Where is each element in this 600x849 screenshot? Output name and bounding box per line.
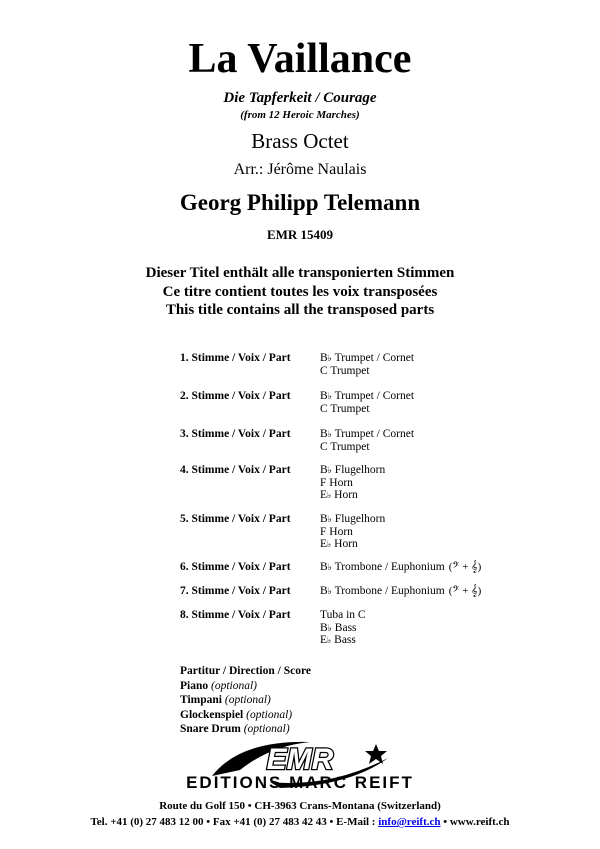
part-instruments: [320, 609, 366, 647]
subtitle-source: (from 12 Heroic Marches): [240, 109, 360, 121]
part-instruments: [320, 464, 385, 502]
clef-icon: (𝄢 + 𝄞): [448, 561, 482, 573]
notice-english: This title contains all the transposed parts: [165, 302, 435, 318]
publisher-contact: Tel. +41 (0) 27 483 12 00 • Fax +41 (0) 27 483 42 43 • E-Mail : info@reift.ch • www.reift.ch: [90, 816, 510, 828]
publisher-name: EDITIONS MARC REIFT: [186, 773, 414, 792]
instrument-line: C Trumpet: [320, 364, 370, 377]
part-label: 6. Stimme / Voix / Part: [180, 561, 291, 573]
email-link[interactable]: info@reift.ch: [378, 816, 441, 828]
catalog-number: EMR 15409: [266, 227, 334, 242]
instrument-line: C Trumpet: [320, 440, 370, 453]
score-section: [180, 664, 311, 737]
part-instruments: [320, 585, 481, 598]
part-label: 5. Stimme / Voix / Part: [180, 513, 291, 525]
score-heading: Partitur / Direction / Score: [180, 665, 311, 677]
instrument-line: B♭ Trumpet / Cornet: [320, 352, 415, 364]
part-label: 7. Stimme / Voix / Part: [180, 585, 291, 597]
instrument-line: C Trumpet: [320, 402, 370, 415]
logo-lettering: EMR: [266, 743, 334, 776]
instrument-line: E♭ Bass: [320, 634, 356, 646]
instrument-line: B♭ Trombone / Euphonium (𝄢 + 𝄞): [320, 585, 482, 597]
notice-french: Ce titre contient toutes les voix transposées: [162, 283, 438, 300]
part-label: 2. Stimme / Voix / Part: [180, 390, 291, 402]
composer: Georg Philipp Telemann: [179, 190, 421, 215]
instrument-line: F Horn: [320, 476, 353, 489]
title: La Vaillance: [188, 36, 412, 82]
instrument-line: Tuba in C: [320, 609, 366, 621]
extra-part-timpani: Timpani (optional): [180, 694, 271, 707]
part-instruments: [320, 428, 414, 453]
instrument-line: E♭ Horn: [320, 489, 358, 501]
part-label: 4. Stimme / Voix / Part: [180, 464, 291, 476]
extra-part-snare-drum: Snare Drum (optional): [180, 723, 290, 736]
instrument-line: B♭ Flugelhorn: [320, 464, 386, 476]
part-label: 1. Stimme / Voix / Part: [180, 352, 291, 364]
instrument-line: F Horn: [320, 525, 353, 538]
instrument-line: B♭ Trumpet / Cornet: [320, 428, 415, 440]
clef-icon: (𝄢 + 𝄞): [448, 585, 482, 597]
part-instruments: [320, 352, 414, 377]
subtitle: Die Tapferkeit / Courage: [223, 90, 377, 106]
instrument-line: B♭ Trumpet / Cornet: [320, 390, 415, 402]
part-label: 3. Stimme / Voix / Part: [180, 428, 291, 440]
transposition-notice: [0, 264, 600, 320]
part-instruments: [320, 513, 385, 551]
instrument-line: E♭ Horn: [320, 538, 358, 550]
instrument-line: B♭ Trombone / Euphonium (𝄢 + 𝄞): [320, 561, 482, 573]
part-instruments: [320, 390, 414, 415]
ensemble: Brass Octet: [251, 129, 349, 153]
instrument-line: B♭ Bass: [320, 621, 357, 634]
part-label: 8. Stimme / Voix / Part: [180, 609, 291, 621]
notice-german: Dieser Titel enthält alle transponierten Stimmen: [145, 265, 455, 281]
publisher-address: Route du Golf 150 • CH-3963 Crans-Montana (Switzerland): [159, 800, 441, 812]
instrument-line: B♭ Flugelhorn: [320, 513, 386, 525]
extra-part-piano: Piano (optional): [180, 679, 257, 692]
arranger: Arr.: Jérôme Naulais: [233, 161, 367, 178]
part-instruments: [320, 561, 481, 574]
extra-part-glockenspiel: Glockenspiel (optional): [180, 708, 293, 721]
